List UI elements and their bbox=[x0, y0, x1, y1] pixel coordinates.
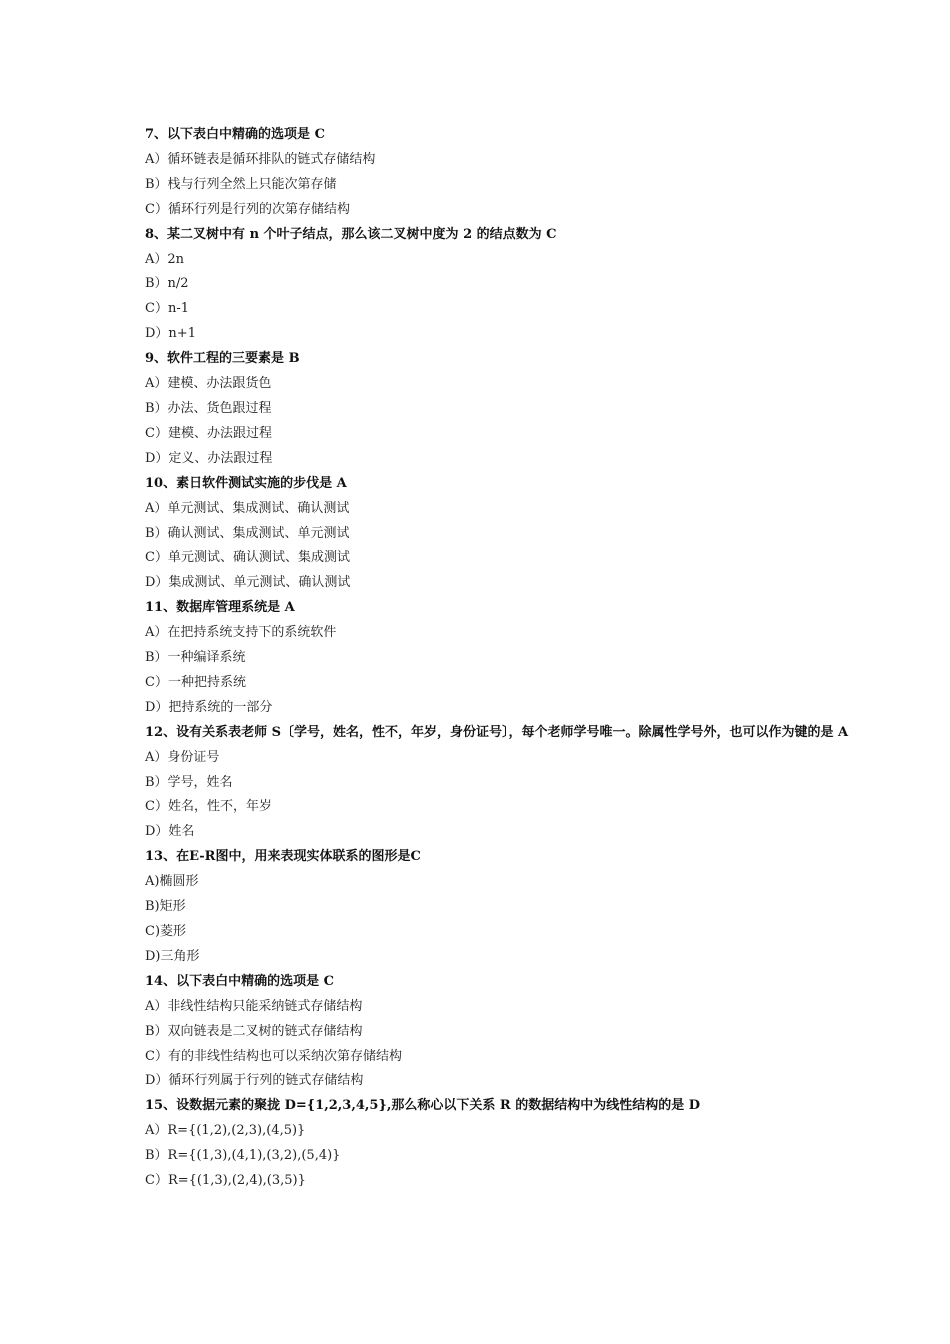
option-9-d: D）定义、办法跟过程 bbox=[145, 450, 273, 466]
question-9: 9、软件工程的三要素是 B bbox=[145, 351, 300, 367]
option-12-d: D）姓名 bbox=[145, 824, 195, 840]
question-14: 14、以下表白中精确的选项是 C bbox=[145, 973, 334, 989]
option-12-c: C）姓名，性不，年岁 bbox=[145, 799, 272, 815]
option-11-c: C）一种把持系统 bbox=[145, 674, 246, 690]
option-8-a: A）2n bbox=[145, 251, 185, 267]
option-10-c: C）单元测试、确认测试、集成测试 bbox=[145, 550, 350, 566]
option-13-c: C)菱形 bbox=[145, 924, 187, 939]
question-10: 10、素日软件测试实施的步伐是 A bbox=[145, 475, 347, 491]
option-9-c: C）建模、办法跟过程 bbox=[145, 425, 272, 441]
option-14-b: B）双向链表是二叉树的链式存储结构 bbox=[145, 1023, 363, 1039]
option-13-a: A)椭圆形 bbox=[145, 874, 199, 890]
option-8-b: B）n/2 bbox=[145, 276, 189, 292]
option-7-b: B）栈与行列全然上只能次第存储 bbox=[145, 176, 337, 192]
option-7-c: C）循环行列是行列的次第存储结构 bbox=[145, 201, 350, 217]
option-8-d: D）n+1 bbox=[145, 326, 196, 342]
option-13-d: D)三角形 bbox=[145, 948, 200, 964]
option-8-c: C）n-1 bbox=[145, 301, 189, 317]
option-12-b: B）学号，姓名 bbox=[145, 774, 233, 790]
option-14-c: C）有的非线性结构也可以采纳次第存储结构 bbox=[145, 1048, 402, 1064]
question-11: 11、数据库管理系统是 A bbox=[145, 600, 295, 616]
question-13: 13、在E-R图中，用来表现实体联系的图形是C bbox=[145, 849, 421, 865]
option-13-b: B)矩形 bbox=[145, 899, 186, 915]
question-8: 8、某二叉树中有 n 个叶子结点，那么该二叉树中度为 2 的结点数为 C bbox=[145, 226, 557, 242]
option-10-a: A）单元测试、集成测试、确认测试 bbox=[145, 500, 350, 516]
option-15-b: B）R={(1,3),(4,1),(3,2),(5,4)} bbox=[145, 1148, 341, 1164]
option-11-a: A）在把持系统支持下的系统软件 bbox=[145, 625, 337, 641]
option-15-a: A）R={(1,2),(2,3),(4,5)} bbox=[145, 1123, 306, 1139]
option-9-b: B）办法、货色跟过程 bbox=[145, 400, 272, 416]
option-9-a: A）建模、办法跟货色 bbox=[145, 376, 272, 392]
question-7: 7、以下表白中精确的选项是 C bbox=[145, 127, 325, 142]
question-12: 12、设有关系表老师 S〔学号，姓名，性不，年岁，身份证号〕，每个老师学号唯一。除属性学号外，也可以作为键的是 A bbox=[145, 724, 849, 740]
option-14-a: A）非线性结构只能采纳链式存储结构 bbox=[145, 998, 363, 1014]
option-11-b: B）一种编译系统 bbox=[145, 650, 246, 666]
option-11-d: D）把持系统的一部分 bbox=[145, 699, 273, 715]
option-12-a: A）身份证号 bbox=[145, 749, 220, 765]
option-7-a: A）循环链表是循环排队的链式存储结构 bbox=[145, 151, 376, 167]
option-10-b: B）确认测试、集成测试、单元测试 bbox=[145, 525, 350, 541]
option-14-d: D）循环行列属于行列的链式存储结构 bbox=[145, 1073, 364, 1089]
question-list bbox=[145, 123, 875, 1194]
option-15-c: C）R={(1,3),(2,4),(3,5)} bbox=[145, 1173, 306, 1189]
option-10-d: D）集成测试、单元测试、确认测试 bbox=[145, 575, 351, 591]
question-15: 15、设数据元素的聚拢 D={1,2,3,4,5},那么称心以下关系 R 的数据结构中为线性结构的是 D bbox=[145, 1098, 701, 1114]
